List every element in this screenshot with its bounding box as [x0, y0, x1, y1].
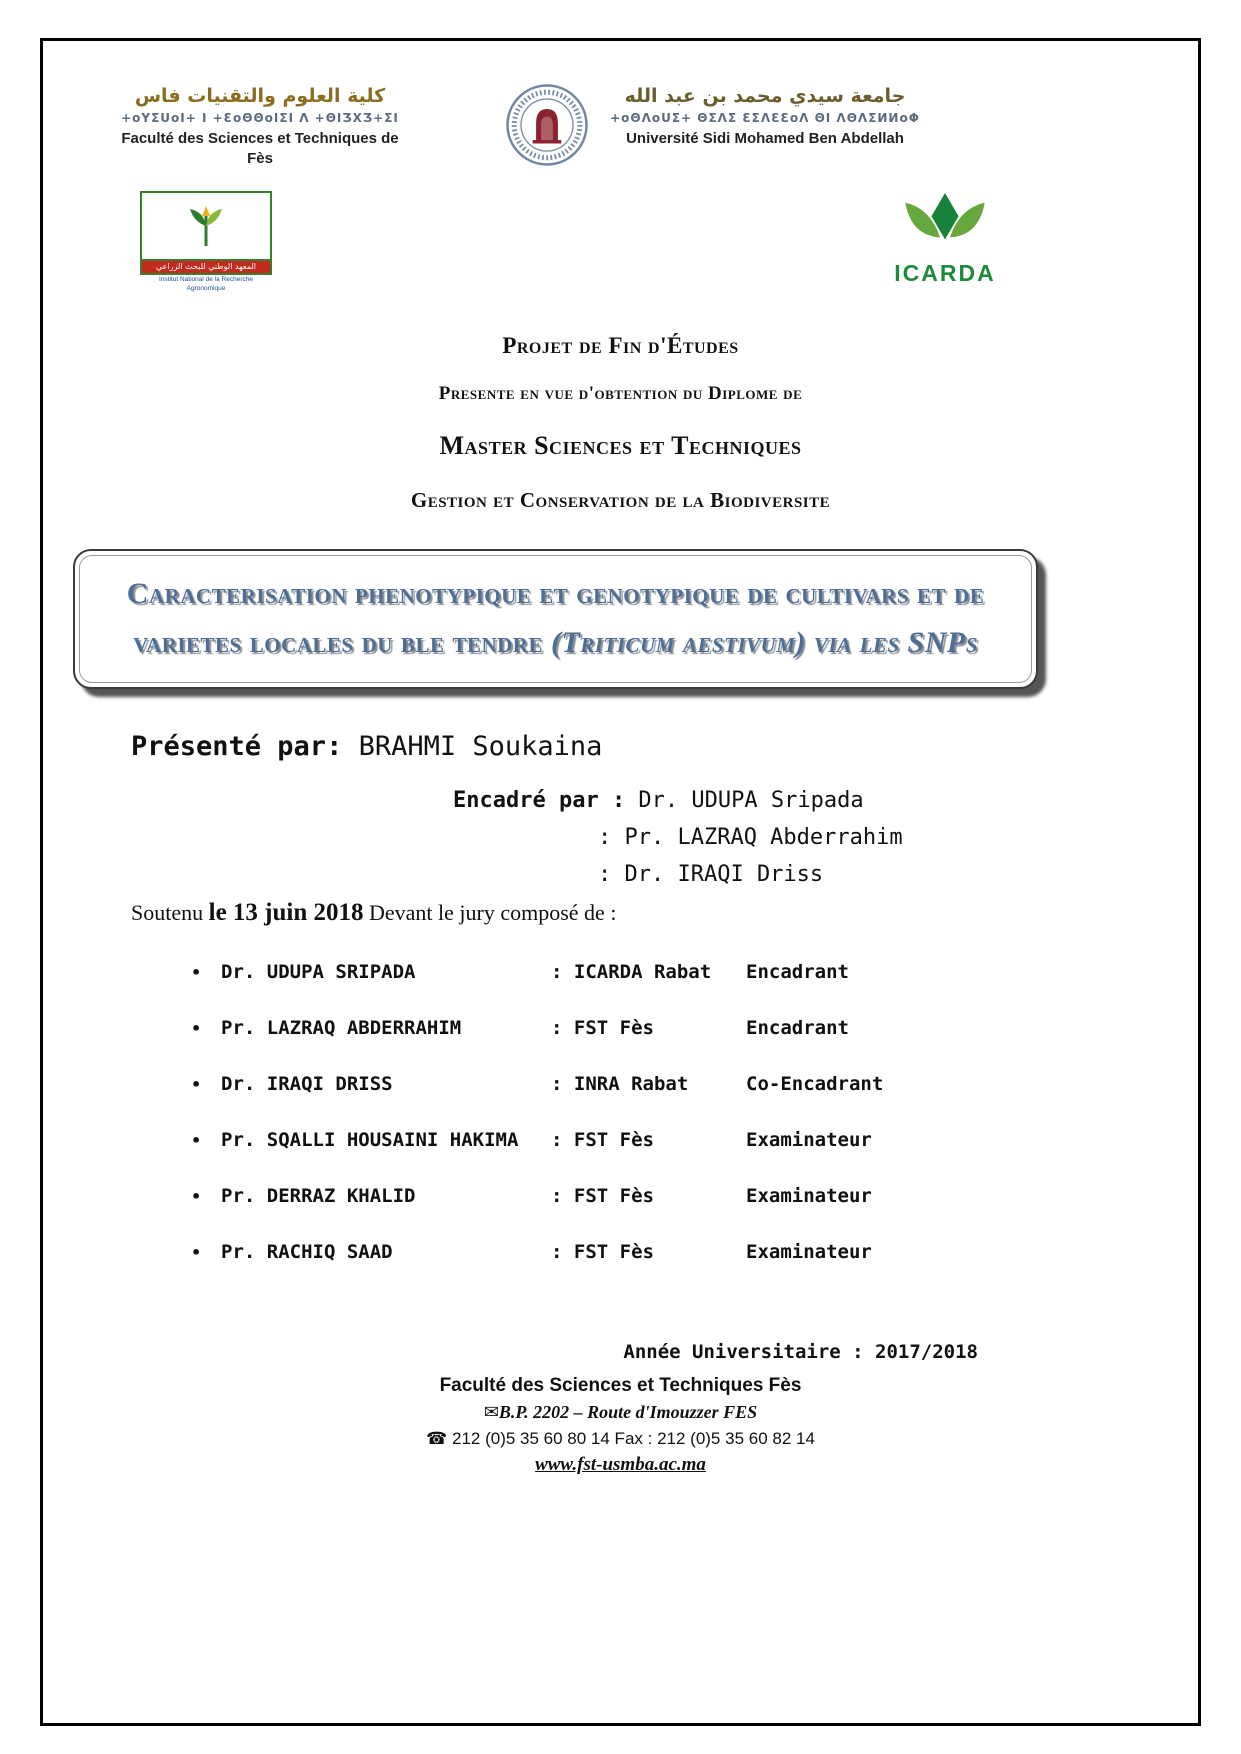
degree-headings [73, 333, 1168, 513]
mail-icon: ✉ [483, 1402, 499, 1423]
footer-website: www.fst-usmba.ac.ma [535, 1454, 706, 1475]
inra-french-name: Institut National de la Recherche Agronomique [159, 276, 253, 292]
jury-member-role: Encadrant [746, 1017, 849, 1039]
supervisors-block [453, 782, 1168, 893]
jury-member-role: Co-Encadrant [746, 1073, 884, 1095]
defense-line [131, 899, 1168, 927]
bullet-icon: • [191, 1019, 202, 1038]
icarda-plant-icon [891, 240, 999, 257]
footer-institution: Faculté des Sciences et Techniques Fès [439, 1375, 802, 1396]
usmba-arabic-name: جامعة سيدي محمد بن عبد الله [624, 85, 906, 107]
jury-member-role: Examinateur [746, 1241, 872, 1263]
thesis-title-main: Caracterisation phenotypique et genotypique de cultivars et de varietes locales du ble tendre [126, 577, 985, 659]
page-border-frame [40, 38, 1201, 1726]
defense-prefix: Soutenu [131, 900, 209, 925]
supervisor-line-3: : Dr. IRAQI Driss [598, 862, 824, 887]
usmba-logo-block [600, 83, 930, 149]
defense-suffix: Devant le jury composé de : [363, 900, 617, 925]
fst-french-name: Faculté des Sciences et Techniques de Fès [121, 130, 399, 167]
jury-member-affiliation: : FST Fès [551, 1185, 654, 1207]
thesis-title-box [73, 549, 1038, 689]
jury-member-affiliation: : FST Fès [551, 1241, 654, 1263]
bullet-icon: • [191, 1243, 202, 1262]
fst-logo-block [115, 83, 405, 169]
footer-block [73, 1373, 1168, 1478]
jury-member-name: Dr. UDUPA SRIPADA [221, 961, 416, 983]
jury-member-affiliation: : FST Fès [551, 1129, 654, 1151]
jury-row [191, 1073, 1168, 1095]
jury-member-affiliation: : FST Fès [551, 1017, 654, 1039]
fst-tifinagh-name: +oYΣUoI+ I +ƐoΘΘoIΣI Λ +ΘIƷXƷ+ΣI [121, 111, 399, 125]
academic-year-line: Année Universitaire : 2017/2018 [623, 1341, 978, 1363]
phone-icon: ☎ [426, 1429, 448, 1449]
bullet-icon: • [191, 1187, 202, 1206]
jury-row [191, 1241, 1168, 1263]
footer-address: B.P. 2202 – Route d'Imouzzer FES [498, 1402, 758, 1422]
header-logos-row [73, 83, 1168, 169]
inra-plant-icon [140, 191, 272, 261]
supervised-by-label: Encadré par : [453, 788, 626, 813]
jury-row [191, 1017, 1168, 1039]
university-seal-icon [505, 83, 589, 167]
supervisor-line-2: : Pr. LAZRAQ Abderrahim [598, 825, 903, 850]
jury-member-affiliation: : ICARDA Rabat [551, 961, 712, 983]
heading-specialty: Gestion et Conservation de la Biodiversite [410, 488, 831, 512]
footer-address-line [73, 1399, 1168, 1426]
jury-member-name: Dr. IRAQI DRISS [221, 1073, 393, 1095]
supervisor-line-1 [453, 782, 1168, 819]
footer-phone-line [73, 1426, 1168, 1452]
usmba-french-name: Université Sidi Mohamed Ben Abdellah [626, 130, 904, 147]
thesis-title-species: (Triticum aestivum) via les SNPs [550, 626, 978, 659]
jury-member-role: Examinateur [746, 1129, 872, 1151]
partner-logos-row [73, 191, 1168, 293]
inra-arabic-name: المعهد الوطني للبحث الزراعي [140, 261, 272, 275]
jury-row [191, 1129, 1168, 1151]
heading-purpose: Presente en vue d'obtention du Diplome de [438, 383, 803, 404]
jury-member-name: Pr. SQALLI HOUSAINI HAKIMA [221, 1129, 519, 1151]
bullet-icon: • [191, 1131, 202, 1150]
jury-row [191, 961, 1168, 983]
jury-list [191, 961, 1168, 1263]
jury-member-role: Encadrant [746, 961, 849, 983]
jury-member-name: Pr. DERRAZ KHALID [221, 1185, 416, 1207]
jury-member-name: Pr. LAZRAQ ABDERRAHIM [221, 1017, 462, 1039]
icarda-wordmark: ICARDA [894, 260, 996, 286]
inra-logo [140, 191, 272, 293]
author-name: BRAHMI Soukaina [342, 731, 603, 762]
usmba-tifinagh-name: +oΘΛoUΣ+ ΘΣΛΣ ƐΣΛƐƐoΛ ΘI ΛΘΛΣИИoΦ [610, 111, 920, 125]
footer-phone-fax: 212 (0)5 35 60 80 14 Fax : 212 (0)5 35 60 82 14 [447, 1429, 815, 1448]
fst-arabic-name: كلية العلوم والتقنيات فاس [134, 85, 386, 107]
icarda-logo [880, 191, 1010, 287]
jury-row [191, 1185, 1168, 1207]
jury-member-role: Examinateur [746, 1185, 872, 1207]
presented-by-line [131, 731, 1168, 762]
presented-by-label: Présenté par: [131, 731, 343, 762]
heading-degree: Master Sciences et Techniques [439, 431, 802, 460]
bullet-icon: • [191, 1075, 202, 1094]
jury-member-name: Pr. RACHIQ SAAD [221, 1241, 393, 1263]
jury-member-affiliation: : INRA Rabat [551, 1073, 689, 1095]
thesis-title [127, 577, 984, 659]
heading-project: Projet de Fin d'Études [502, 333, 739, 358]
defense-date: le 13 juin 2018 [208, 899, 364, 926]
bullet-icon: • [191, 963, 202, 982]
supervisor-1: Dr. UDUPA Sripada [625, 788, 864, 813]
